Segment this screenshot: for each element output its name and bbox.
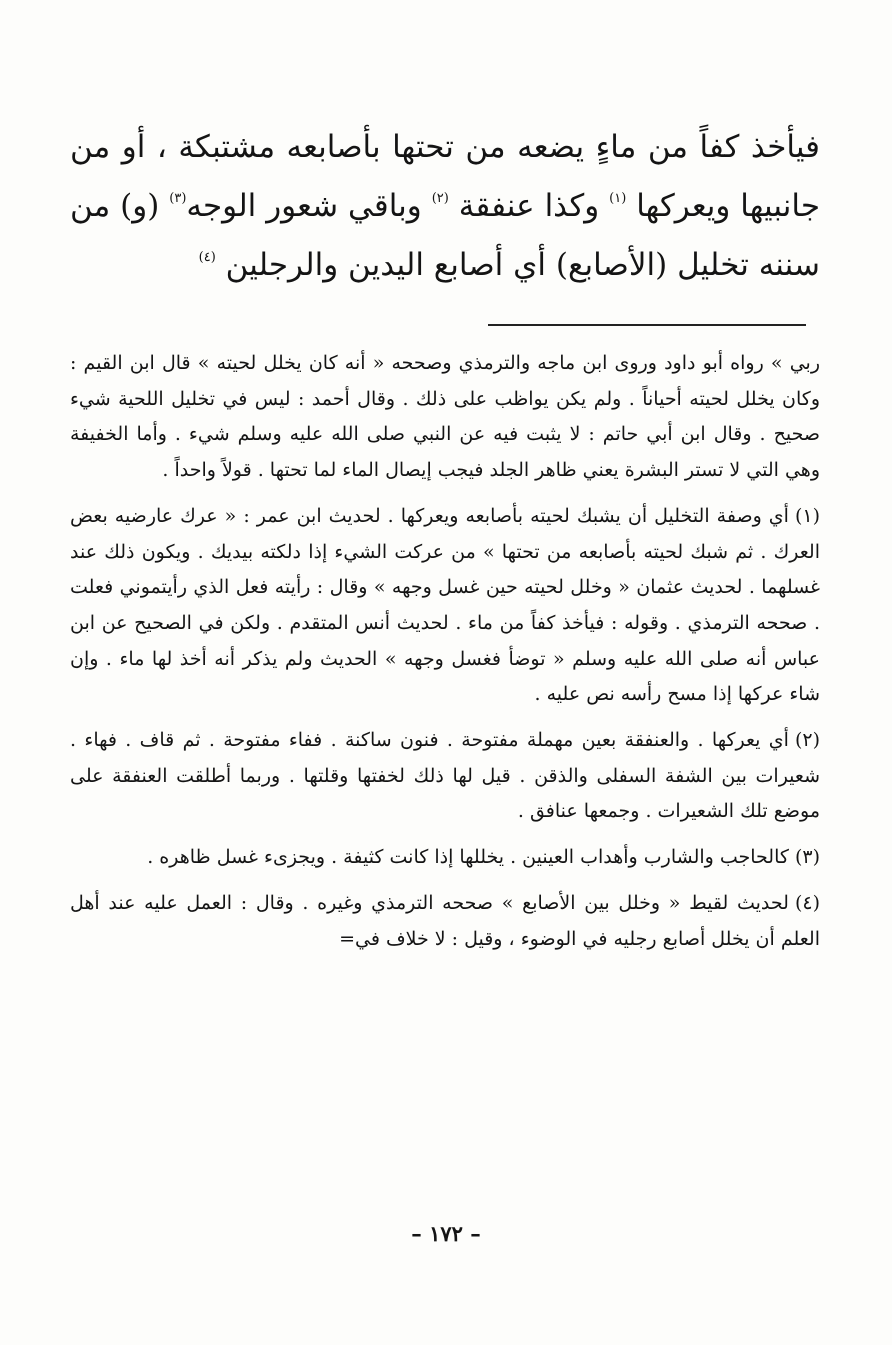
footnote-ref-2: (٢)	[431, 191, 449, 206]
footnote-continuation: ربي » رواه أبو داود وروى ابن ماجه والترمذي وصححه « أنه كان يخلل لحيته » قال ابن القيم : وكان يخلل لحيته أحياناً . ولم يكن يواظب على ذلك . وقال أحمد : ليس في تخليل اللحية شيء صحيح . وقال ابن أبي حاتم : لا يثبت فيه عن النبي صلى الله عليه وسلم شيء . وأما الخفيفة وهي التي لا تستر البشرة يعني ظاهر الجلد فيجب إيصال الماء لما تحتها . قولاً واحداً .	[70, 352, 820, 482]
footnote-divider	[488, 324, 806, 326]
footnote-number: (١)	[794, 504, 820, 527]
footnote-ref-3: (٣)	[169, 191, 187, 206]
main-text-part-3: وباقي شعور الوجه	[186, 188, 432, 224]
footnote-text: أي يعركها . والعنفقة بعين مهملة مفتوحة . فنون ساكنة . ففاء مفتوحة . ثم قاف . فهاء . شعيرات بين الشفة السفلى والذقن . قيل لها ذلك لخفتها وقلتها . وربما أطلقت العنفقة على موضع تلك الشعيرات . وجمعها عنافق .	[70, 729, 820, 823]
footnote-1	[70, 499, 820, 713]
footnote-ref-4: (٤)	[198, 250, 216, 265]
footnote-2	[70, 723, 820, 830]
main-text-part-2: وكذا عنفقة	[448, 188, 610, 224]
footnote-number: (٢)	[794, 729, 820, 752]
footnote-3	[70, 840, 820, 876]
footnote-text: كالحاجب والشارب وأهداب العينين . يخللها إذا كانت كثيفة . ويجزىء غسل ظاهره .	[147, 846, 789, 869]
footnote-4	[70, 886, 820, 957]
main-text-part-4: (و) من سننه تخليل (الأصابع) أي أصابع اليدين والرجلين	[70, 188, 820, 283]
footnote-number: (٤)	[794, 891, 820, 914]
footnote-text: لحديث لقيط « وخلل بين الأصابع » صححه الترمذي وغيره . وقال : العمل عليه عند أهل العلم أن يخلل أصابع رجليه في الوضوء ، وقيل : لا خلاف في=	[70, 891, 820, 950]
main-text-part-1: فيأخذ كفاً من ماءٍ يضعه من تحتها بأصابعه مشتبكة ، أو من جانبيها ويعركها	[70, 129, 820, 224]
footnote-ref-1: (١)	[609, 191, 627, 206]
main-paragraph	[70, 118, 820, 295]
footnotes-section	[70, 346, 820, 967]
footnote-number: (٣)	[794, 846, 820, 869]
footnote-text: أي وصفة التخليل أن يشبك لحيته بأصابعه ويعركها . لحديث ابن عمر : « عرك عارضيه بعض العرك . ثم شبك لحيته بأصابعه من تحتها » من عركت الشيء إذا دلكته بيديك . ويكون ذلك عند غسلهما . لحديث عثمان « وخلل لحيته حين غسل وجهه » وقال : رأيته فعل الذي رأيتموني فعلت . صححه الترمذي . وقوله : فيأخذ كفاً من ماء . لحديث أنس المتقدم . ولكن في الصحيح عن ابن عباس أنه صلى الله عليه وسلم « توضأ فغسل وجهه » الحديث ولم يذكر أنه أخذ لها ماء . وإن شاء عركها إذا مسح رأسه نص عليه .	[70, 504, 820, 706]
main-text	[70, 118, 820, 295]
page-number: – ١٧٢ –	[411, 1221, 481, 1246]
